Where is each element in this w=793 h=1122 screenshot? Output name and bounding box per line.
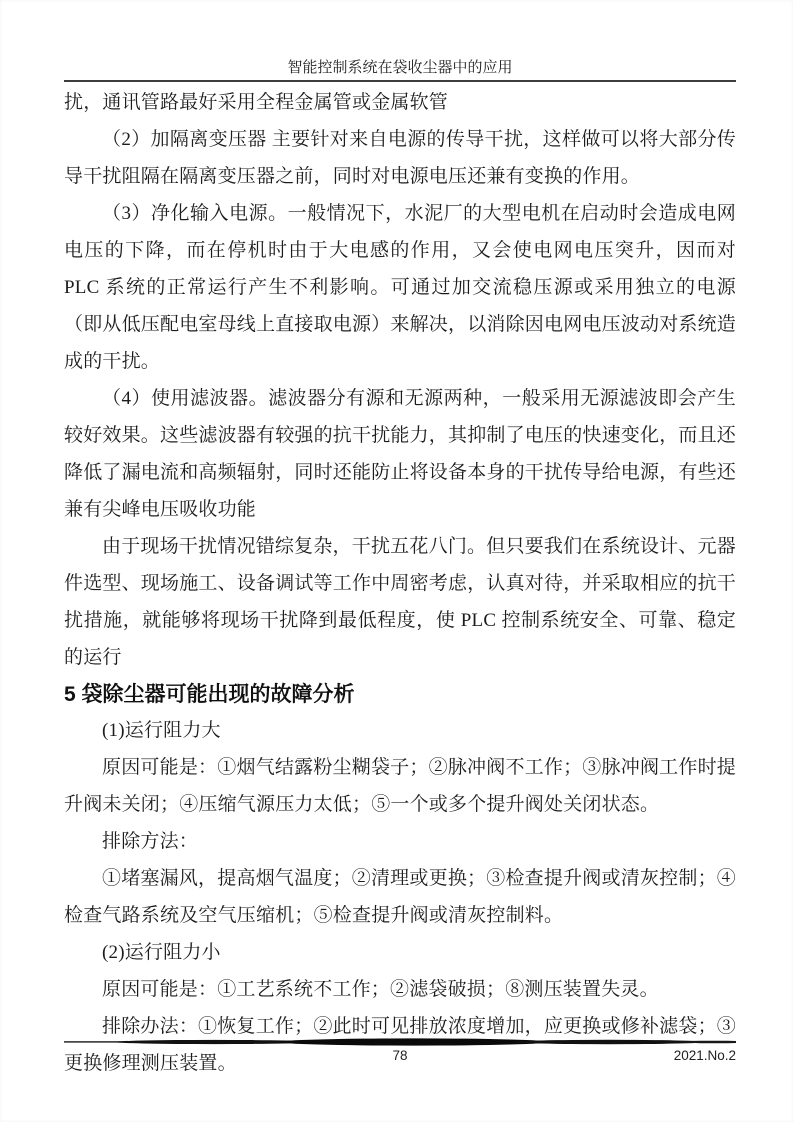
paragraph: 扰，通讯管路最好采用全程金属管或金属软管: [64, 92, 449, 113]
paragraph: （2）加隔离变压器 主要针对来自电源的传导干扰，这样做可以将大部分传导干扰阻隔在隔离变压器之前，同时对电源电压还兼有变换的作用。: [64, 129, 736, 187]
paragraph: 原因可能是：①工艺系统不工作；②滤袋破损；⑧测压装置失灵。: [102, 979, 659, 1000]
paragraph: 排除办法：①恢复工作；②此时可见排放浓度增加，应更换或修补滤袋；③更换修理测压装置。: [64, 1016, 736, 1074]
page-footer: [64, 1036, 736, 1066]
page-number: 78: [392, 1048, 408, 1063]
paragraph: (1)运行阻力大: [102, 720, 221, 741]
content-area: [64, 0, 736, 1082]
paragraph: 原因可能是：①烟气结露粉尘糊袋子；②脉冲阀不工作；③脉冲阀工作时提升阀未关闭；④压缩气源压力太低；⑤一个或多个提升阀处关闭状态。: [64, 757, 736, 815]
running-header-title: 智能控制系统在袋收尘器中的应用: [287, 60, 513, 76]
running-header: [64, 0, 736, 82]
paragraph: (2)运行阻力小: [102, 942, 221, 963]
paragraph: （4）使用滤波器。滤波器分有源和无源两种，一般采用无源滤波即会产生较好效果。这些滤波器有较强的抗干扰能力，其抑制了电压的快速变化，而且还降低了漏电流和高频辐射，同时还能防止将设备本身的干扰传导给电源，有些还兼有尖峰电压吸收功能: [64, 388, 737, 520]
paragraph: 由于现场干扰情况错综复杂，干扰五花八门。但只要我们在系统设计、元器件选型、现场施工、设备调试等工作中周密考虑，认真对待，并采取相应的抗干扰措施，就能够将现场干扰降到最低程度，使 PLC 控制系统安全、可靠、稳定的运行: [64, 536, 737, 668]
paragraph: 排除方法：: [102, 831, 199, 852]
body-text: [64, 82, 736, 1082]
issue-number: 2021.No.2: [673, 1048, 736, 1063]
footer-rule: [64, 1036, 736, 1048]
footer-row: [64, 1048, 736, 1066]
paragraph: ①堵塞漏风，提高烟气温度；②清理或更换；③检查提升阀或清灰控制；④检查气路系统及空气压缩机；⑤检查提升阀或清灰控制料。: [64, 868, 736, 926]
section-heading: 5 袋除尘器可能出现的故障分析: [64, 683, 355, 706]
paragraph: （3）净化输入电源。一般情况下，水泥厂的大型电机在启动时会造成电网电压的下降，而在停机时由于大电感的作用，又会使电网电压突升，因而对 PLC 系统的正常运行产生不利影响。可通过加交流稳压源或采用独立的电源（即从低压配电室母线上直接取电源）来解决，以消除因电网电压波动对系统造成的干扰。: [64, 203, 737, 372]
